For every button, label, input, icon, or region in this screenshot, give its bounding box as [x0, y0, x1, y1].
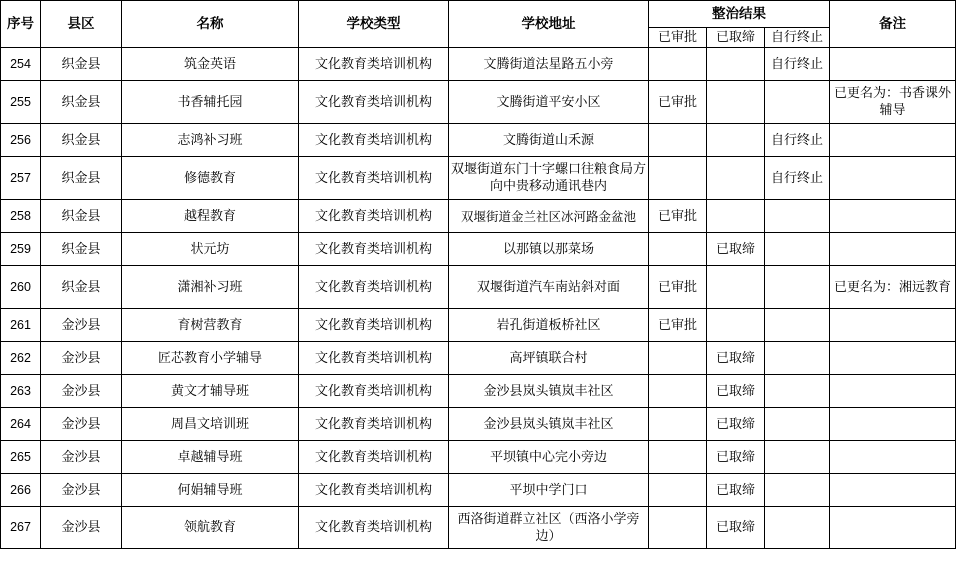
cell-approved: 已审批 — [649, 266, 707, 309]
cell-remark: 已更名为：湘远教育 — [830, 266, 956, 309]
cell-terminated — [765, 309, 830, 342]
cell-name: 育树营教育 — [122, 309, 299, 342]
cell-name: 筑金英语 — [122, 48, 299, 81]
header-name: 名称 — [122, 1, 299, 48]
cell-address: 平坝中学门口 — [449, 474, 649, 507]
cell-address: 双堰街道金兰社区冰河路金盆池 — [449, 200, 649, 233]
cell-terminated — [765, 375, 830, 408]
cell-name: 越程教育 — [122, 200, 299, 233]
cell-remark — [830, 441, 956, 474]
cell-type: 文化教育类培训机构 — [299, 266, 449, 309]
cell-address: 文腾街道山禾源 — [449, 124, 649, 157]
cell-type: 文化教育类培训机构 — [299, 375, 449, 408]
header-banned: 已取缔 — [707, 28, 765, 48]
cell-remark — [830, 157, 956, 200]
cell-approved — [649, 48, 707, 81]
cell-seq: 265 — [1, 441, 41, 474]
cell-address: 双堰街道汽车南站斜对面 — [449, 266, 649, 309]
cell-county: 织金县 — [41, 266, 122, 309]
header-remark: 备注 — [830, 1, 956, 48]
cell-address: 西洛街道群立社区（西洛小学旁边） — [449, 507, 649, 549]
cell-type: 文化教育类培训机构 — [299, 124, 449, 157]
cell-name: 领航教育 — [122, 507, 299, 549]
cell-remark — [830, 474, 956, 507]
cell-type: 文化教育类培训机构 — [299, 309, 449, 342]
cell-terminated — [765, 507, 830, 549]
cell-terminated: 自行终止 — [765, 124, 830, 157]
cell-terminated — [765, 408, 830, 441]
cell-name: 匠芯教育小学辅导 — [122, 342, 299, 375]
cell-banned — [707, 157, 765, 200]
cell-banned — [707, 81, 765, 124]
header-result: 整治结果 — [649, 1, 830, 28]
cell-remark — [830, 124, 956, 157]
cell-county: 金沙县 — [41, 474, 122, 507]
header-seq: 序号 — [1, 1, 41, 48]
cell-terminated — [765, 233, 830, 266]
cell-seq: 266 — [1, 474, 41, 507]
cell-terminated — [765, 81, 830, 124]
cell-name: 周昌文培训班 — [122, 408, 299, 441]
cell-name: 何娟辅导班 — [122, 474, 299, 507]
table-row — [1, 441, 956, 474]
cell-type: 文化教育类培训机构 — [299, 157, 449, 200]
cell-banned: 已取缔 — [707, 375, 765, 408]
cell-banned: 已取缔 — [707, 507, 765, 549]
table-row — [1, 474, 956, 507]
table-row — [1, 408, 956, 441]
cell-name: 书香辅托园 — [122, 81, 299, 124]
cell-terminated — [765, 200, 830, 233]
cell-name: 黄文才辅导班 — [122, 375, 299, 408]
cell-approved — [649, 124, 707, 157]
cell-address: 岩孔街道板桥社区 — [449, 309, 649, 342]
cell-approved — [649, 375, 707, 408]
cell-type: 文化教育类培训机构 — [299, 441, 449, 474]
table-row — [1, 507, 956, 549]
cell-county: 金沙县 — [41, 408, 122, 441]
cell-remark — [830, 48, 956, 81]
cell-banned: 已取缔 — [707, 342, 765, 375]
cell-address: 金沙县岚头镇岚丰社区 — [449, 408, 649, 441]
cell-seq: 256 — [1, 124, 41, 157]
header-address: 学校地址 — [449, 1, 649, 48]
header-county: 县区 — [41, 1, 122, 48]
table-row — [1, 157, 956, 200]
header-type: 学校类型 — [299, 1, 449, 48]
table-row — [1, 200, 956, 233]
cell-terminated — [765, 342, 830, 375]
cell-remark — [830, 408, 956, 441]
cell-seq: 259 — [1, 233, 41, 266]
cell-type: 文化教育类培训机构 — [299, 408, 449, 441]
cell-address: 高坪镇联合村 — [449, 342, 649, 375]
cell-remark: 已更名为：书香课外辅导 — [830, 81, 956, 124]
cell-terminated — [765, 474, 830, 507]
cell-county: 织金县 — [41, 233, 122, 266]
cell-address: 文腾街道平安小区 — [449, 81, 649, 124]
cell-county: 织金县 — [41, 157, 122, 200]
cell-seq: 257 — [1, 157, 41, 200]
cell-banned: 已取缔 — [707, 408, 765, 441]
cell-name: 卓越辅导班 — [122, 441, 299, 474]
cell-seq: 255 — [1, 81, 41, 124]
cell-name: 状元坊 — [122, 233, 299, 266]
cell-seq: 264 — [1, 408, 41, 441]
cell-banned — [707, 266, 765, 309]
cell-remark — [830, 233, 956, 266]
cell-seq: 263 — [1, 375, 41, 408]
cell-name: 修德教育 — [122, 157, 299, 200]
cell-county: 织金县 — [41, 124, 122, 157]
cell-approved: 已审批 — [649, 81, 707, 124]
cell-type: 文化教育类培训机构 — [299, 342, 449, 375]
table-row — [1, 309, 956, 342]
table-row — [1, 342, 956, 375]
table-row — [1, 48, 956, 81]
header-row — [1, 1, 956, 28]
table-row — [1, 266, 956, 309]
cell-seq: 261 — [1, 309, 41, 342]
cell-approved — [649, 441, 707, 474]
cell-county: 金沙县 — [41, 507, 122, 549]
cell-seq: 267 — [1, 507, 41, 549]
cell-terminated: 自行终止 — [765, 157, 830, 200]
cell-remark — [830, 309, 956, 342]
cell-banned: 已取缔 — [707, 474, 765, 507]
cell-remark — [830, 507, 956, 549]
header-approved: 已审批 — [649, 28, 707, 48]
cell-type: 文化教育类培训机构 — [299, 474, 449, 507]
cell-county: 金沙县 — [41, 309, 122, 342]
cell-banned — [707, 48, 765, 81]
cell-address: 双堰街道东门十字螺口往粮食局方向中贵移动通讯巷内 — [449, 157, 649, 200]
cell-type: 文化教育类培训机构 — [299, 233, 449, 266]
cell-terminated — [765, 441, 830, 474]
cell-remark — [830, 375, 956, 408]
cell-approved — [649, 507, 707, 549]
cell-seq: 260 — [1, 266, 41, 309]
cell-approved — [649, 342, 707, 375]
cell-approved — [649, 233, 707, 266]
cell-county: 金沙县 — [41, 441, 122, 474]
cell-county: 织金县 — [41, 48, 122, 81]
cell-banned — [707, 124, 765, 157]
table-row — [1, 375, 956, 408]
cell-type: 文化教育类培训机构 — [299, 200, 449, 233]
cell-type: 文化教育类培训机构 — [299, 507, 449, 549]
cell-remark — [830, 342, 956, 375]
cell-approved: 已审批 — [649, 309, 707, 342]
cell-approved — [649, 157, 707, 200]
header-terminated: 自行终止 — [765, 28, 830, 48]
cell-name: 潇湘补习班 — [122, 266, 299, 309]
cell-county: 织金县 — [41, 200, 122, 233]
cell-approved — [649, 408, 707, 441]
cell-address: 文腾街道法星路五小旁 — [449, 48, 649, 81]
cell-type: 文化教育类培训机构 — [299, 81, 449, 124]
table-row — [1, 124, 956, 157]
cell-type: 文化教育类培训机构 — [299, 48, 449, 81]
cell-seq: 258 — [1, 200, 41, 233]
cell-address: 以那镇以那菜场 — [449, 233, 649, 266]
cell-county: 织金县 — [41, 81, 122, 124]
cell-terminated — [765, 266, 830, 309]
cell-seq: 254 — [1, 48, 41, 81]
cell-banned — [707, 200, 765, 233]
table-row — [1, 233, 956, 266]
cell-banned — [707, 309, 765, 342]
table-row — [1, 81, 956, 124]
cell-county: 金沙县 — [41, 375, 122, 408]
cell-seq: 262 — [1, 342, 41, 375]
cell-approved — [649, 474, 707, 507]
cell-address: 平坝镇中心完小旁边 — [449, 441, 649, 474]
cell-terminated: 自行终止 — [765, 48, 830, 81]
cell-approved: 已审批 — [649, 200, 707, 233]
cell-address: 金沙县岚头镇岚丰社区 — [449, 375, 649, 408]
cell-county: 金沙县 — [41, 342, 122, 375]
cell-banned: 已取缔 — [707, 233, 765, 266]
cell-remark — [830, 200, 956, 233]
cell-name: 志鸿补习班 — [122, 124, 299, 157]
cell-banned: 已取缔 — [707, 441, 765, 474]
